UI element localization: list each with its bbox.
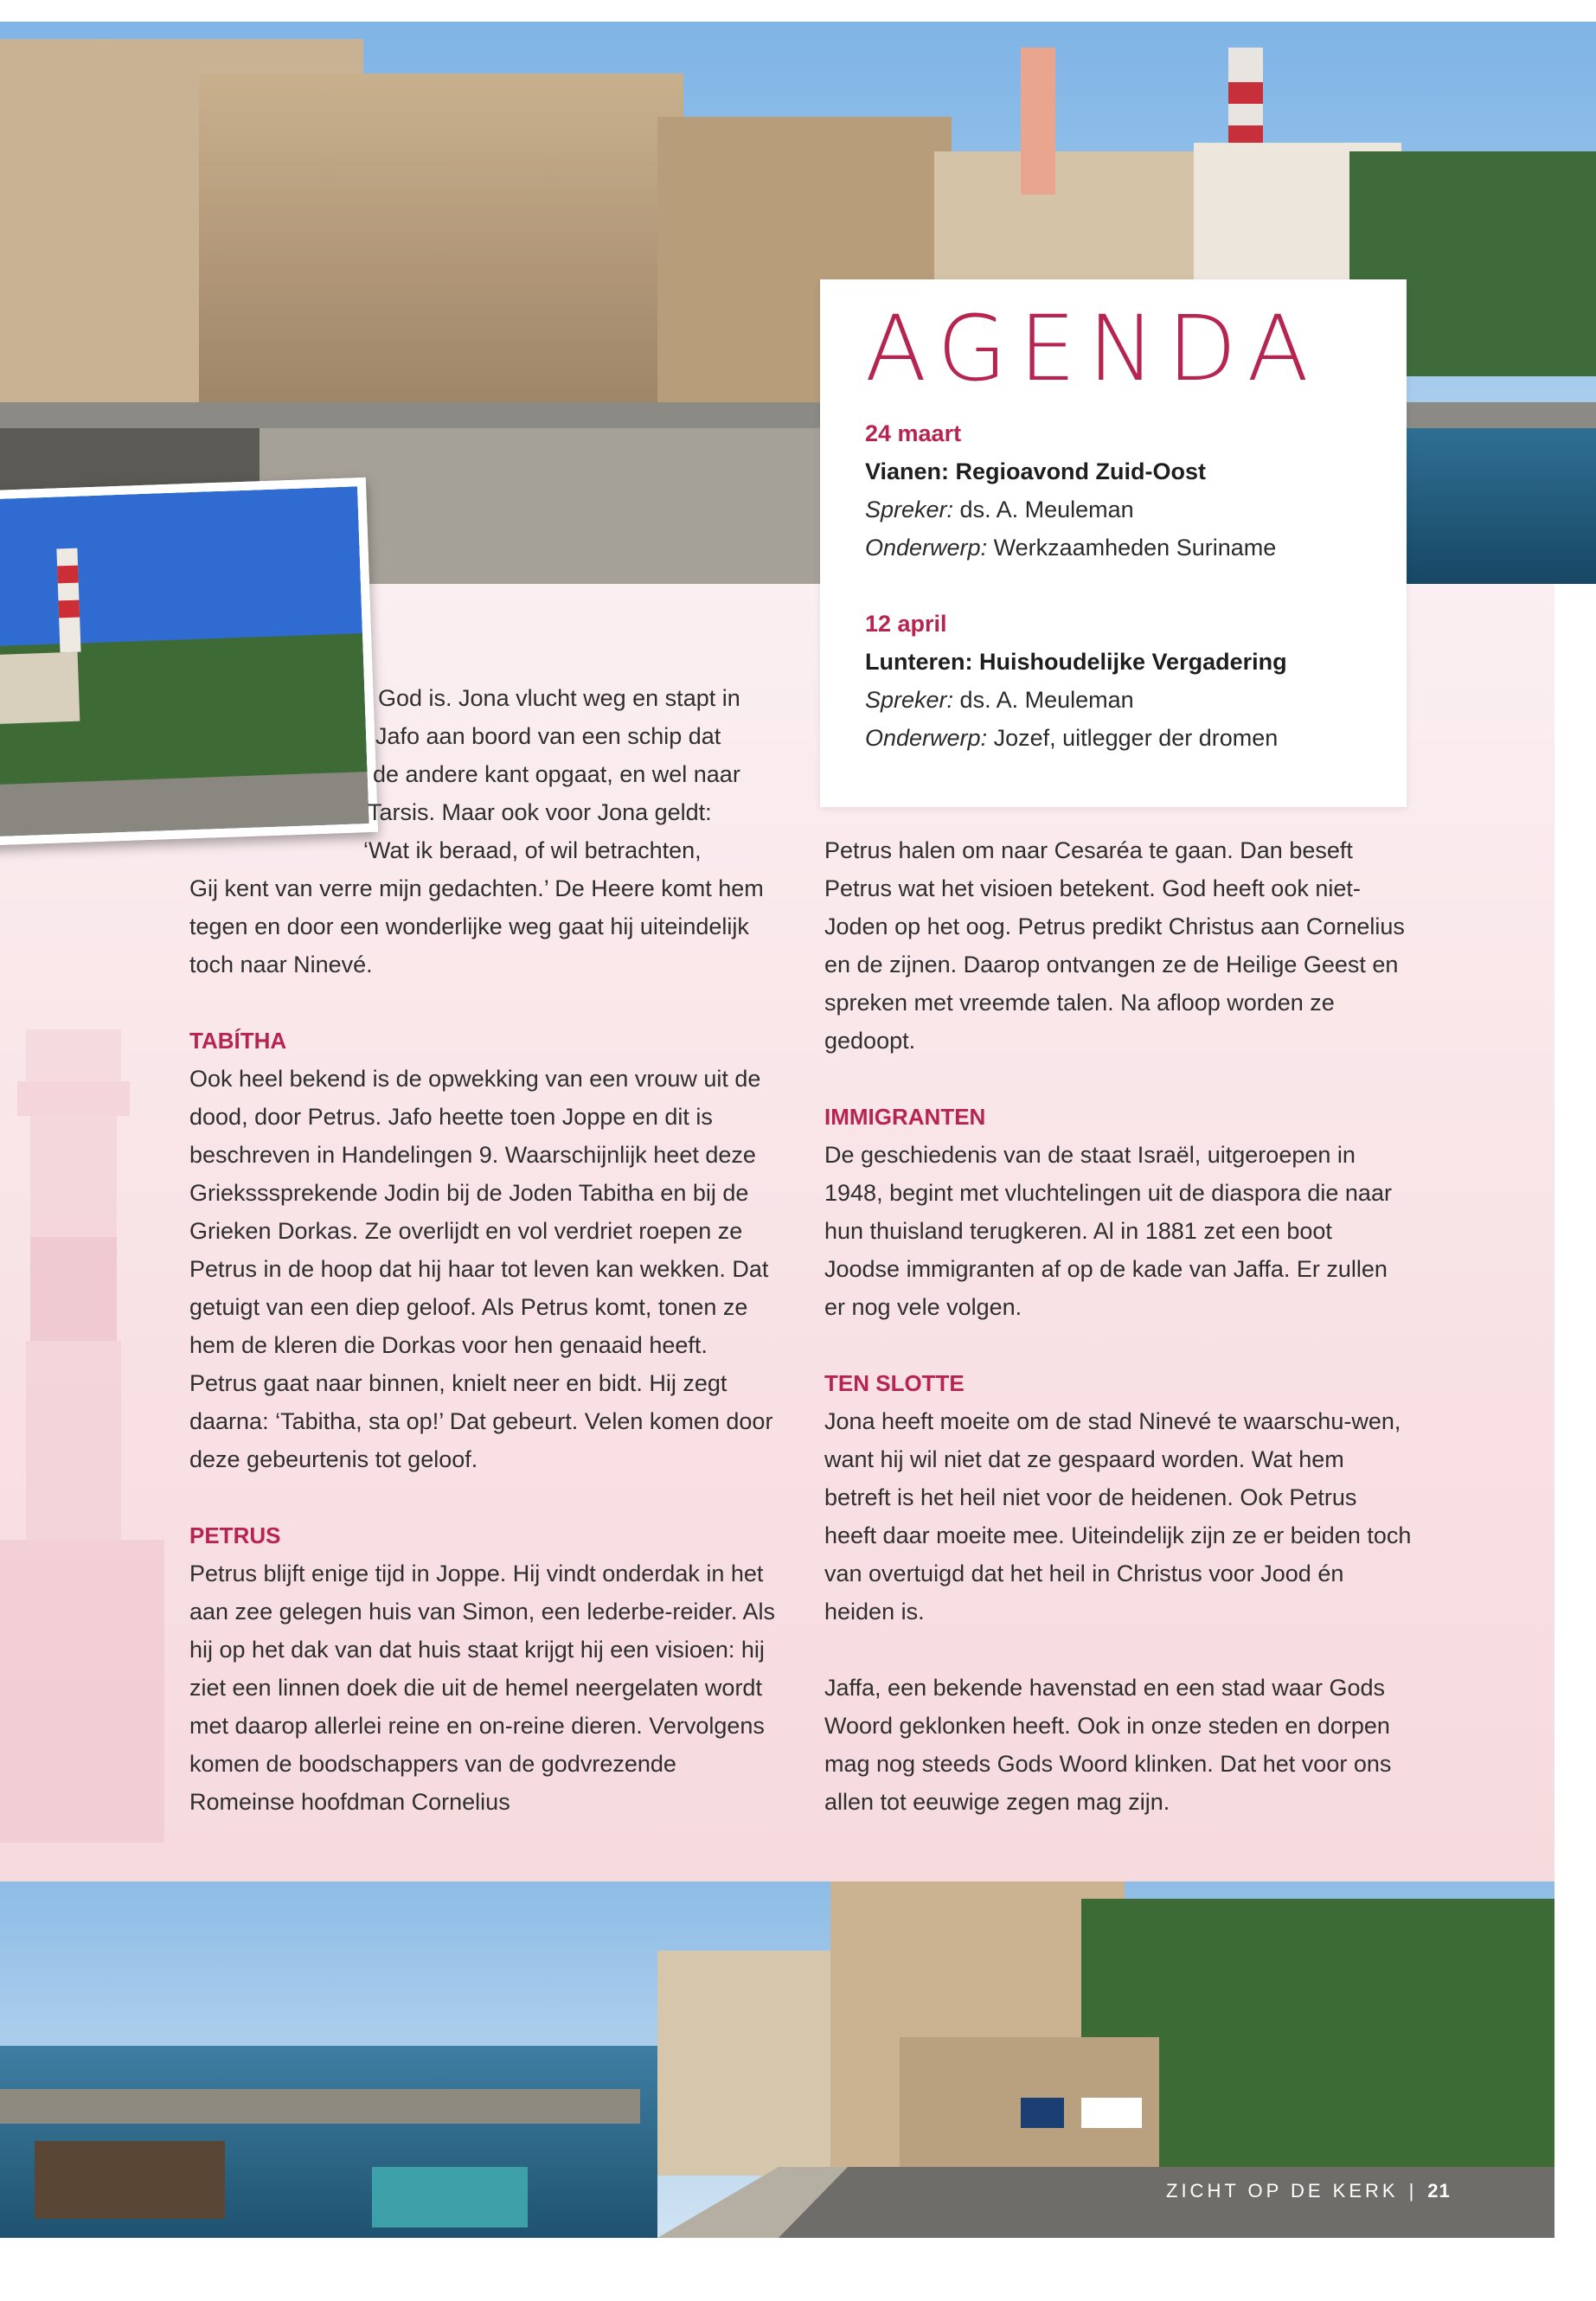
page-footer [1166,2180,1451,2202]
agenda-event-subject [865,719,1367,757]
intro-line: Jafo aan boord van een schip dat [375,723,721,749]
section-heading-tabitha: TABÍTHA [189,1028,287,1054]
tabitha-paragraph: Ook heel bekend is de opwekking van een vrouw uit de dood, door Petrus. Jafo heette toen Joppe en dit is beschreven in Handelingen 9. Waarschijnlijk heet deze Grieksssprekende Jodin bij de Joden Tabitha en bij de Grieken Dorkas. Ze overlijdt en vol verdriet roepen ze Petrus in de hoop dat hij haar tot leven kan wekken. Dat getuigt van een diep geloof. Als Petrus komt, tonen ze hem de kleren die Dorkas voor hen genaaid heeft. Petrus gaat naar binnen, knielt neer en bidt. Hij zegt daarna: ‘Tabitha, sta op!’ Dat gebeurt. Velen komen door deze gebeurtenis tot geloof. [189,1066,773,1472]
subject-label: Onderwerp: [865,535,988,561]
speaker-name: ds. A. Meuleman [953,687,1134,713]
intro-line: de andere kant opgaat, en wel naar [373,761,740,787]
agenda-event-speaker [865,490,1367,529]
agenda-box [820,279,1407,807]
immigranten-paragraph: De geschiedenis van de staat Israël, uitgeroepen in 1948, begint met vluchtelingen uit de diaspora die naar hun thuisland terugkeren. Al in 1881 zet een boot Joodse immigranten af op de kade van Jaffa. Er zullen er nog vele volgen. [824,1142,1392,1320]
speaker-name: ds. A. Meuleman [953,497,1134,522]
lighthouse-watermark-image [0,977,164,1843]
agenda-event-subject [865,529,1367,567]
subject-text: Jozef, uitlegger der dromen [987,725,1279,751]
petrus-continued-paragraph: Petrus halen om naar Cesaréa te gaan. Dan beseft Petrus wat het visioen betekent. God heeft ook niet-Joden op het oog. Petrus predikt Christus aan Cornelius en de zijnen. Daarop ontvangen ze de Heilige Geest en spreken met vreemde talen. Na afloop worden ze gedoopt. [824,837,1405,1054]
section-heading-petrus: PETRUS [189,1522,281,1548]
agenda-event-date: 24 maart [865,420,962,446]
magazine-name: ZICHT OP DE KERK [1166,2180,1399,2202]
agenda-event [865,605,1367,757]
intro-line: ‘Wat ik beraad, of wil betrachten, [363,837,702,863]
page-number: 21 [1427,2180,1451,2202]
right-column [824,831,1413,1821]
agenda-event [865,414,1367,567]
closing-paragraph: Jaffa, een bekende havenstad en een stad waar Gods Woord geklonken heeft. Ook in onze steden en dorpen mag nog steeds Gods Woord klinken. Dat het voor ons allen tot eeuwige zegen mag zijn. [824,1675,1392,1815]
section-heading-immigranten: IMMIGRANTEN [824,1104,986,1130]
intro-line: God is. Jona vlucht weg en stapt in [378,685,740,711]
section-heading-ten-slotte: TEN SLOTTE [824,1370,965,1396]
speaker-label: Spreker: [865,497,954,522]
petrus-paragraph: Petrus blijft enige tijd in Joppe. Hij vindt onderdak in het aan zee gelegen huis van Simon, een lederbe-reider. Als hij op het dak van dat huis staat krijgt hij een visioen: hij ziet een linnen doek die uit de hemel neergelaten wordt met daarop allerlei reine en on-reine dieren. Vervolgens komen de boodschappers van de godvrezende Romeinse hoofdman Cornelius [189,1561,775,1815]
agenda-event-place: Vianen: Regioavond Zuid-Oost [865,458,1207,484]
agenda-title: AGENDA [865,296,1321,401]
intro-paragraph: Gij kent van verre mijn gedachten.’ De Heere komt hem tegen en door een wonderlijke weg gaat hij uiteindelijk toch naar Ninevé. [189,875,764,977]
subject-text: Werkzaamheden Suriname [987,535,1277,561]
footer-separator: | [1408,2180,1418,2202]
subject-label: Onderwerp: [865,725,988,751]
left-column [189,869,778,1821]
agenda-event-date: 12 april [865,611,947,637]
agenda-event-speaker [865,681,1367,719]
lighthouse-inset-photo [0,478,378,846]
ten-slotte-paragraph: Jona heeft moeite om de stad Ninevé te waarschu-wen, want hij wil niet dat ze gespaard worden. Wat hem betreft is het heil niet voor de heidenen. Ook Petrus heeft daar moeite mee. Uiteindelijk zijn ze er beiden toch van overtuigd dat het heil in Christus voor Jood én heiden is. [824,1408,1412,1625]
agenda-event-place: Lunteren: Huishoudelijke Vergadering [865,649,1287,675]
intro-line: Tarsis. Maar ook voor Jona geldt: [368,799,712,825]
speaker-label: Spreker: [865,687,954,713]
